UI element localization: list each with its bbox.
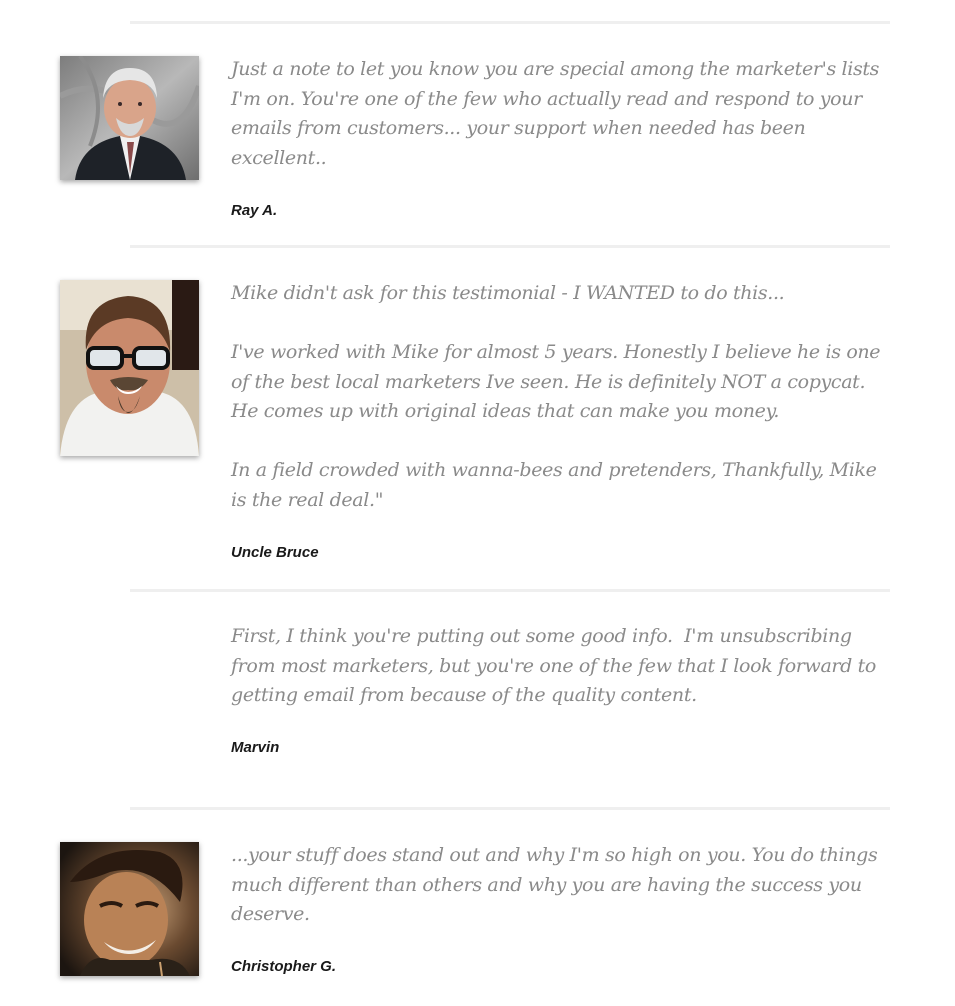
testimonial-quote: ...your stuff does stand out and why I'm so high on you. You do things much different than others and why you are having the success you deserve.	[231, 844, 884, 925]
divider	[130, 589, 890, 592]
testimonial-author: Uncle Bruce	[231, 544, 319, 561]
avatar-photo	[60, 280, 199, 456]
avatar-image	[60, 56, 199, 180]
avatar-photo	[60, 842, 199, 976]
avatar-image	[60, 280, 199, 456]
testimonial-author: Christopher G.	[231, 958, 337, 975]
divider	[130, 21, 890, 24]
testimonial-quote: Just a note to let you know you are special among the marketer's lists I'm on. You're one of the few who actually read and respond to your emails from customers... your support when needed has been excellent..	[231, 58, 885, 169]
testimonial-quote: Mike didn't ask for this testimonial - I WANTED to do this... I've worked with Mike for almost 5 years. Honestly I believe he is one of the best local marketers Ive seen. He is definitely NOT a copycat. He comes up with original ideas that can make you money. In a field crowded with wanna-bees and pretenders, Thankfully, Mike is the real deal."	[231, 282, 881, 511]
testimonial-author: Ray A.	[231, 202, 278, 219]
divider	[130, 245, 890, 248]
avatar-photo	[60, 56, 199, 180]
divider	[130, 807, 890, 810]
testimonial-quote: First, I think you're putting out some good info. I'm unsubscribing from most marketers, but you're one of the few that I look forward to getting email from because of the quality content.	[231, 625, 882, 706]
avatar-image	[60, 842, 199, 976]
testimonial-author: Marvin	[231, 739, 280, 756]
